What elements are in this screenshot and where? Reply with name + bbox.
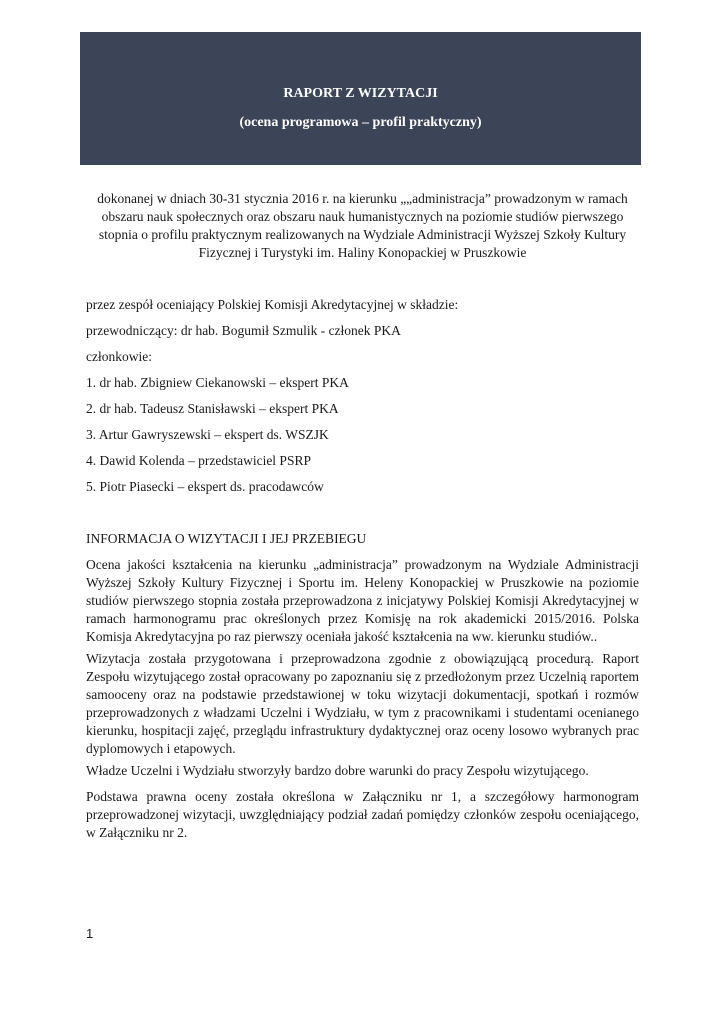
report-title: RAPORT Z WIZYTACJI [283, 86, 438, 101]
paragraph: Władze Uczelni i Wydziału stworzyły bardzo dobre warunki do pracy Zespołu wizytującego. [86, 763, 589, 778]
team-members-label: członkowie: [86, 349, 152, 364]
paragraph: Podstawa prawna oceny została określona w Załączniku nr 1, a szczegółowy harmonogram przeprowadzonej wizytacji, uwzględniający podział zadań pomiędzy członków zespołu oceniającego, w Załączniku nr 2. [86, 789, 639, 840]
team-member: 4. Dawid Kolenda – przedstawiciel PSRP [86, 453, 311, 468]
team-member: 3. Artur Gawryszewski – ekspert ds. WSZJK [86, 427, 329, 442]
paragraph: Ocena jakości kształcenia na kierunku „administracja” prowadzonym na Wydziale Administracji Wyższej Szkoły Kultury Fizycznej i Sportu im. Heleny Konopackiej w Pruszkowie na poziomie studiów pierwszego stopnia została przeprowadzona z inicjatywy Polskiej Komisji Akredytacyjnej w ramach harmonogramu prac określonych przez Komisję na rok akademicki 2015/2016. Polska Komisja Akredytacyjna po raz pierwszy oceniała jakość kształcenia na ww. kierunku studiów.. [86, 557, 639, 644]
team-member: 1. dr hab. Zbigniew Ciekanowski – ekspert PKA [86, 375, 349, 390]
team-member: 5. Piotr Piasecki – ekspert ds. pracodawców [86, 479, 324, 494]
paragraph: Wizytacja została przygotowana i przeprowadzona zgodnie z obowiązującą procedurą. Raport Zespołu wizytującego został opracowany po zapoznaniu się z przedłożonym przez Uczelnią raportem samooceny oraz na podstawie przedstawionej w toku wizytacji dokumentacji, spotkań i rozmów przeprowadzonych z władzami Uczelni i Wydziału, w tym z pracownikami i studentami ocenianego kierunku, hospitacji zajęć, przeglądu infrastruktury dydaktycznej oraz oceny losowo wybranych prac dyplomowych i etapowych. [86, 651, 639, 756]
page-number: 1 [86, 926, 94, 941]
visit-description: dokonanej w dniach 30-31 stycznia 2016 r. na kierunku „„administracja” prowadzonym w ramach obszaru nauk społecznych oraz obszaru nauk humanistycznych na poziomie studiów pierwszego stopnia o profilu praktycznym realizowanych na Wydziale Administracji Wyższej Szkoły Kultury Fizycznej i Turystyki im. Haliny Konopackiej w Pruszkowie [97, 191, 628, 260]
section-heading: INFORMACJA O WIZYTACJI I JEJ PRZEBIEGU [86, 531, 367, 546]
team-chair: przewodniczący: dr hab. Bogumił Szmulik - członek PKA [86, 323, 401, 338]
team-member: 2. dr hab. Tadeusz Stanisławski – ekspert PKA [86, 401, 339, 416]
report-subtitle: (ocena programowa – profil praktyczny) [239, 115, 482, 130]
report-title-banner [80, 32, 641, 165]
team-intro: przez zespół oceniający Polskiej Komisji Akredytacyjnej w składzie: [86, 297, 459, 312]
